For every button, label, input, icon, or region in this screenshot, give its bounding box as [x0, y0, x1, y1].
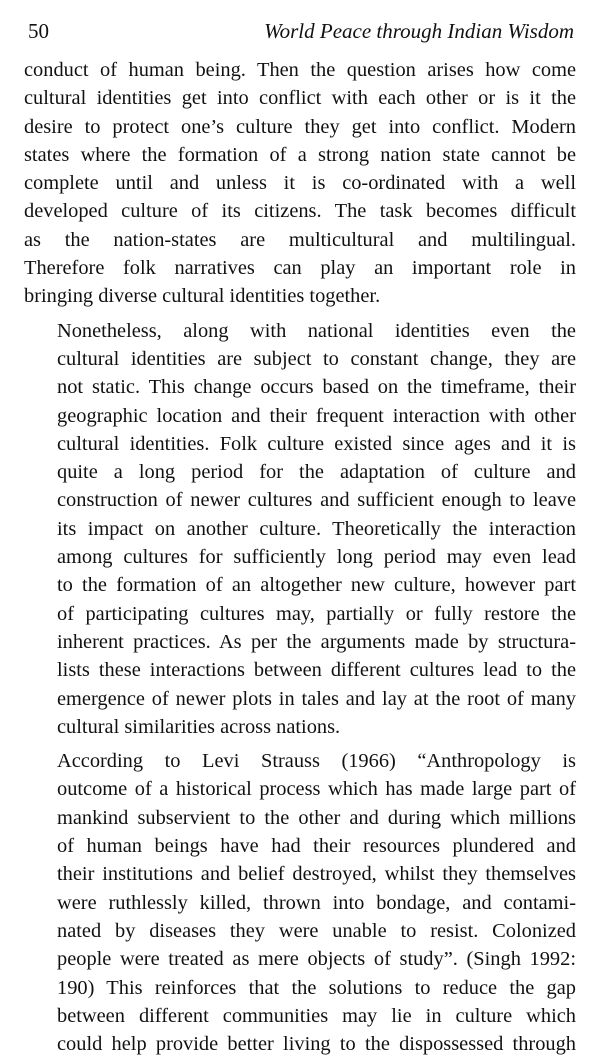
- text-line: its impact on another culture. Theoretically the interaction: [57, 517, 576, 540]
- text-line: their institutions and belief destroyed, whilst they themselves: [57, 863, 576, 886]
- paragraph: [24, 56, 576, 311]
- text-line: developed culture of its citizens. The task becomes difficult: [24, 200, 576, 223]
- text-line: cultural identities are subject to constant change, they are: [57, 347, 576, 370]
- text-line: as the nation-states are multicultural and multilingual.: [24, 228, 576, 251]
- text-line: cultural similarities across nations.: [57, 715, 341, 738]
- text-line: construction of newer cultures and sufficient enough to leave: [57, 489, 576, 512]
- text-line: geographic location and their frequent interaction with other: [57, 404, 576, 427]
- text-line: could help provide better living to the dispossessed through: [57, 1033, 576, 1056]
- text-line: 190) This reinforces that the solutions to reduce the gap: [57, 976, 576, 999]
- text-line: cultural identities get into conflict with each other or is it the: [24, 87, 576, 110]
- text-line: desire to protect one’s culture they get into conflict. Modern: [24, 115, 576, 138]
- text-line: According to Levi Strauss (1966) “Anthropology is: [57, 750, 576, 773]
- text-line: quite a long period for the adaptation of culture and: [57, 461, 576, 484]
- text-line: lists these interactions between different cultures lead to the: [57, 659, 576, 682]
- text-line: cultural identities. Folk culture existed since ages and it is: [57, 432, 576, 455]
- text-line: not static. This change occurs based on the timeframe, their: [57, 376, 576, 399]
- text-line: emergence of newer plots in tales and lay at the root of many: [57, 687, 576, 710]
- page-number: 50: [28, 19, 49, 43]
- text-line: conduct of human being. Then the question arises how come: [24, 59, 576, 81]
- text-line: of human beings have had their resources plundered and: [57, 835, 576, 858]
- text-line: between different communities may lie in culture which: [57, 1004, 576, 1027]
- text-line: of participating cultures may, partially or fully restore the: [57, 602, 576, 625]
- text-line: outcome of a historical process which has made large part of: [57, 778, 576, 801]
- text-line: Therefore folk narratives can play an important role in: [24, 257, 576, 280]
- text-line: nated by diseases they were unable to resist. Colonized: [57, 919, 576, 942]
- text-line: to the formation of an altogether new culture, however part: [57, 574, 576, 597]
- text-line: among cultures for sufficiently long period may even lead: [57, 546, 576, 569]
- running-title: World Peace through Indian Wisdom: [264, 19, 574, 43]
- page-header: [24, 18, 576, 56]
- text-line: complete until and unless it is co-ordinated with a well: [24, 172, 576, 195]
- text-line: Nonetheless, along with national identities even the: [57, 319, 576, 342]
- paragraph: [24, 747, 576, 1058]
- text-line: mankind subservient to the other and during which millions: [57, 806, 576, 829]
- text-line: were ruthlessly killed, thrown into bondage, and contami-: [57, 891, 576, 914]
- text-line: inherent practices. As per the arguments made by structura-: [57, 630, 576, 653]
- paragraph: [24, 317, 576, 741]
- text-line: bringing diverse cultural identities together.: [24, 285, 381, 308]
- text-line: states where the formation of a strong nation state cannot be: [24, 143, 576, 166]
- body-text: [24, 56, 576, 1058]
- text-line: people were treated as mere objects of study”. (Singh 1992:: [57, 948, 576, 971]
